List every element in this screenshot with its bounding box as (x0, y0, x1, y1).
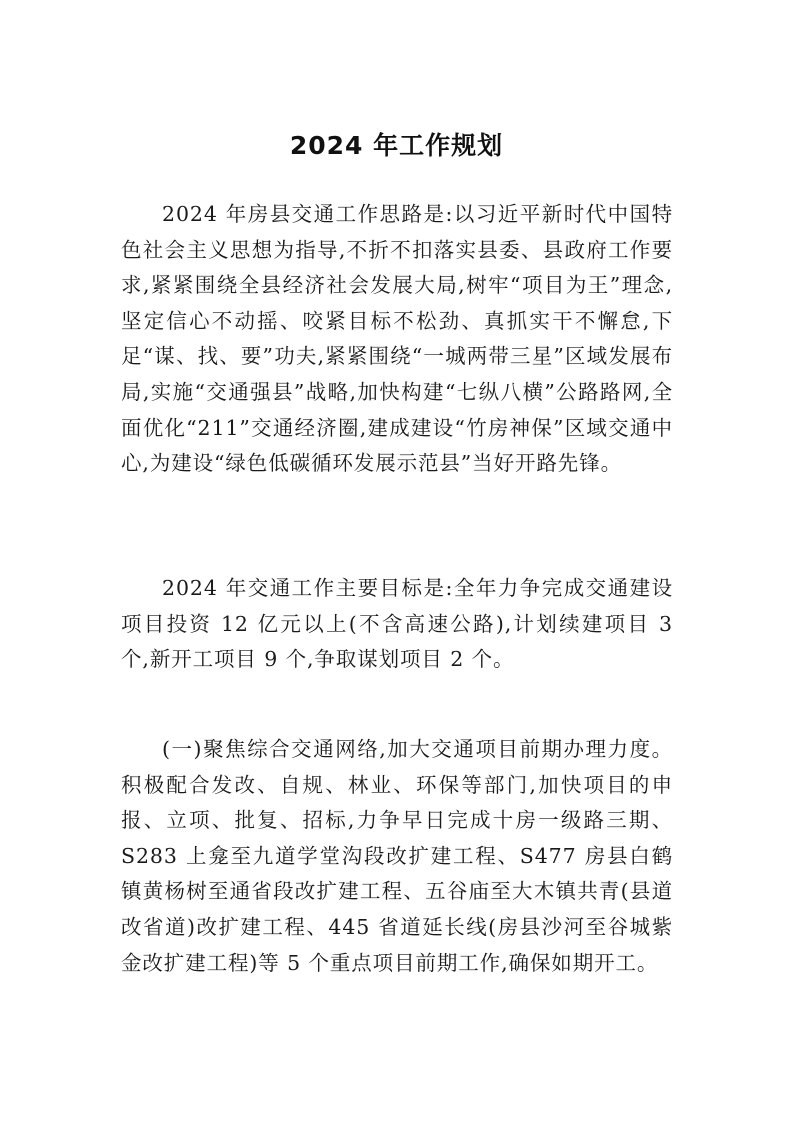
document-title: 2024 年工作规划 (289, 131, 504, 160)
paragraph-main-goals: 2024 年交通工作主要目标是:全年力争完成交通建设项目投资 12 亿元以上(不含高速公路),计划续建项目 3 个,新开工项目 9 个,争取谋划项目 2 个。 (121, 576, 673, 672)
paragraph-section-one: (一)聚焦综合交通网络,加大交通项目前期办理力度。积极配合发改、自规、林业、环保等部门,加快项目的申报、立项、批复、招标,力争早日完成十房一级路三期、S283 上龛至九道学堂沟段改扩建工程、S477 房县白鹤镇黄杨树至通省段改扩建工程、五谷庙至大木镇共青(县道改省道)改扩建工程、445 省道延长线(房县沙河至谷城紫金改扩建工程)等 5 个重点项目前期工作,确保如期开工。 (121, 737, 673, 975)
paragraph-work-approach: 2024 年房县交通工作思路是:以习近平新时代中国特色社会主义思想为指导,不折不扣落实县委、县政府工作要求,紧紧围绕全县经济社会发展大局,树牢“项目为王”理念,坚定信心不动摇、咬紧目标不松劲、真抓实干不懈怠,下足“谋、找、要”功夫,紧紧围绕“一城两带三星”区域发展布局,实施“交通强县”战略,加快构建“七纵八横”公路路网,全面优化“211”交通经济圈,建成建设“竹房神保”区域交通中心,为建设“绿色低碳循环发展示范县”当好开路先锋。 (121, 202, 673, 476)
